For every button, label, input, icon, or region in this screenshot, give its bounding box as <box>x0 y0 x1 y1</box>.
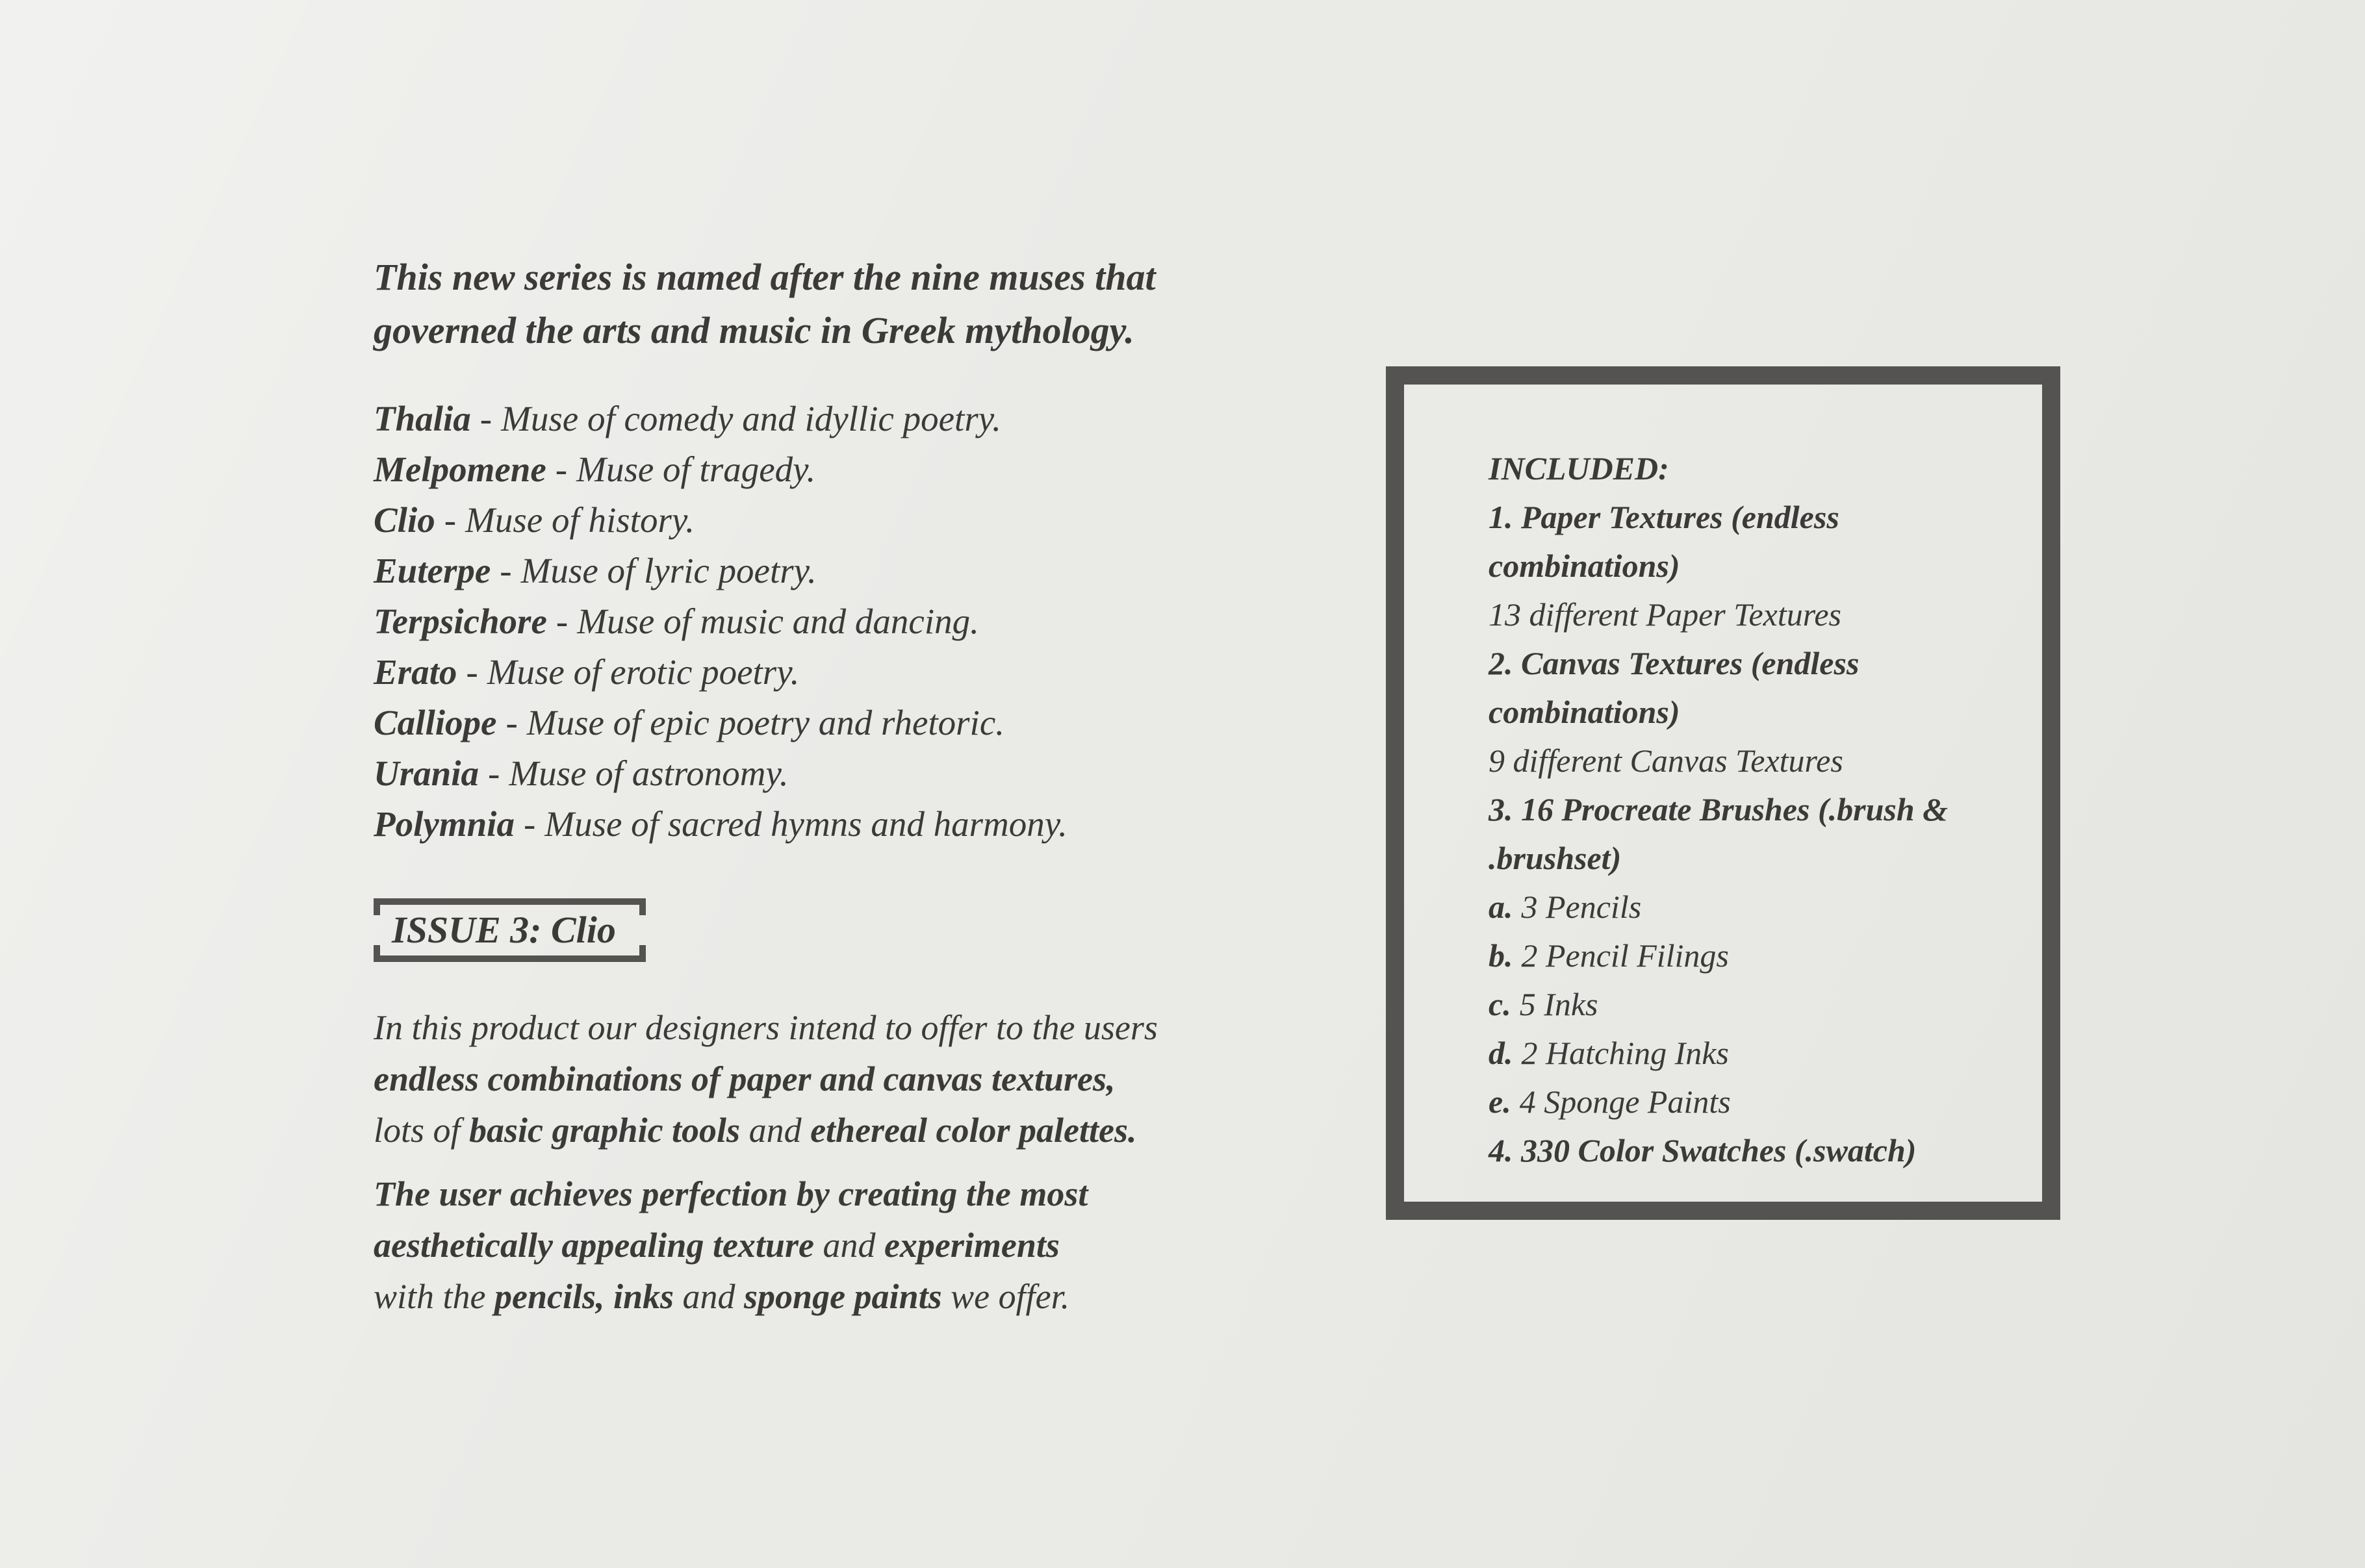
muse-separator: - <box>500 551 512 590</box>
muse-separator: - <box>505 703 518 742</box>
paragraph-line: lots of basic graphic tools and ethereal color palettes. <box>374 1111 1137 1150</box>
muse-row <box>374 799 1067 850</box>
included-item <box>1489 590 2023 639</box>
muse-description: Muse of lyric poetry. <box>520 551 817 590</box>
muse-description: Muse of comedy and idyllic poetry. <box>501 399 1001 438</box>
muse-description: Muse of astronomy. <box>509 753 789 793</box>
included-line-regular: 4 Sponge Paints <box>1519 1083 1731 1120</box>
muse-name: Urania <box>374 753 479 793</box>
included-line-regular: 2 Hatching Inks <box>1521 1035 1729 1071</box>
paragraph-line: In this product our designers intend to offer to the users <box>374 1008 1158 1047</box>
intro-paragraph <box>374 251 1156 357</box>
included-item <box>1489 493 2023 542</box>
included-item <box>1489 931 2023 980</box>
included-line-regular: 13 different Paper Textures <box>1489 596 1841 633</box>
muse-description: Muse of erotic poetry. <box>487 652 800 692</box>
paragraph-line: with the pencils, inks and sponge paints we offer. <box>374 1277 1070 1316</box>
muse-row <box>374 394 1067 444</box>
user-paragraph <box>374 1169 1088 1322</box>
included-item <box>1489 883 2023 931</box>
included-line-bold: b. <box>1489 937 1513 974</box>
muse-description: Muse of sacred hymns and harmony. <box>544 804 1067 844</box>
muse-name: Polymnia <box>374 804 515 844</box>
included-item <box>1489 688 2023 737</box>
muse-separator: - <box>466 652 478 692</box>
included-box-title <box>1489 444 2023 493</box>
included-item <box>1489 980 2023 1029</box>
included-line-bold: e. <box>1489 1083 1511 1120</box>
included-item <box>1489 785 2023 834</box>
muse-separator: - <box>479 399 492 438</box>
included-line-bold: combinations) <box>1489 548 1680 584</box>
included-item <box>1489 834 2023 883</box>
muse-name: Thalia <box>374 399 471 438</box>
included-item <box>1489 1029 2023 1078</box>
paragraph-line: The user achieves perfection by creating the most <box>374 1174 1088 1213</box>
product-paragraph <box>374 1002 1158 1156</box>
paragraph-line: aesthetically appealing texture and experiments <box>374 1226 1060 1265</box>
muse-row <box>374 596 1067 647</box>
muse-name: Terpsichore <box>374 601 547 641</box>
muse-separator: - <box>556 601 569 641</box>
included-line-bold: 4. 330 Color Swatches (.swatch) <box>1489 1132 1917 1169</box>
issue-heading-label: ISSUE 3: Clio <box>392 909 616 951</box>
muse-row <box>374 444 1067 495</box>
muse-name: Euterpe <box>374 551 491 590</box>
included-line-regular: 9 different Canvas Textures <box>1489 742 1843 779</box>
included-item <box>1489 1126 2023 1175</box>
muse-description: Muse of epic poetry and rhetoric. <box>526 703 1005 742</box>
muse-description: Muse of tragedy. <box>576 449 816 489</box>
paragraph-line: endless combinations of paper and canvas textures, <box>374 1059 1116 1098</box>
included-line-regular: 3 Pencils <box>1521 889 1642 925</box>
issue-heading <box>374 898 646 962</box>
included-line-bold: c. <box>1489 986 1511 1022</box>
muse-name: Calliope <box>374 703 497 742</box>
muse-separator: - <box>555 449 568 489</box>
included-line-bold: INCLUDED: <box>1489 450 1669 487</box>
muse-description: Muse of music and dancing. <box>577 601 979 641</box>
muse-row <box>374 698 1067 748</box>
included-line-bold: 3. 16 Procreate Brushes (.brush & <box>1489 791 1949 828</box>
included-line-bold: 2. Canvas Textures (endless <box>1489 645 1860 681</box>
muse-separator: - <box>488 753 500 793</box>
muse-description: Muse of history. <box>465 500 695 540</box>
included-line-bold: .brushset) <box>1489 840 1622 876</box>
included-line-regular: 5 Inks <box>1519 986 1598 1022</box>
included-item <box>1489 639 2023 688</box>
included-item <box>1489 737 2023 785</box>
included-item <box>1489 1078 2023 1126</box>
intro-line: governed the arts and music in Greek mythology. <box>374 309 1134 351</box>
included-line-bold: d. <box>1489 1035 1513 1071</box>
included-line-bold: a. <box>1489 889 1513 925</box>
muse-separator: - <box>444 500 457 540</box>
included-line-bold: 1. Paper Textures (endless <box>1489 499 1839 535</box>
muse-row <box>374 647 1067 698</box>
included-line-regular: 2 Pencil Filings <box>1521 937 1729 974</box>
muse-name: Erato <box>374 652 457 692</box>
muse-row <box>374 546 1067 596</box>
muse-name: Melpomene <box>374 449 546 489</box>
included-box <box>1386 366 2060 1220</box>
intro-line: This new series is named after the nine muses that <box>374 256 1156 298</box>
muse-name: Clio <box>374 500 435 540</box>
included-item <box>1489 542 2023 590</box>
included-line-bold: combinations) <box>1489 694 1680 730</box>
muses-list <box>374 394 1067 850</box>
muse-row <box>374 748 1067 799</box>
muse-row <box>374 495 1067 546</box>
muse-separator: - <box>523 804 536 844</box>
